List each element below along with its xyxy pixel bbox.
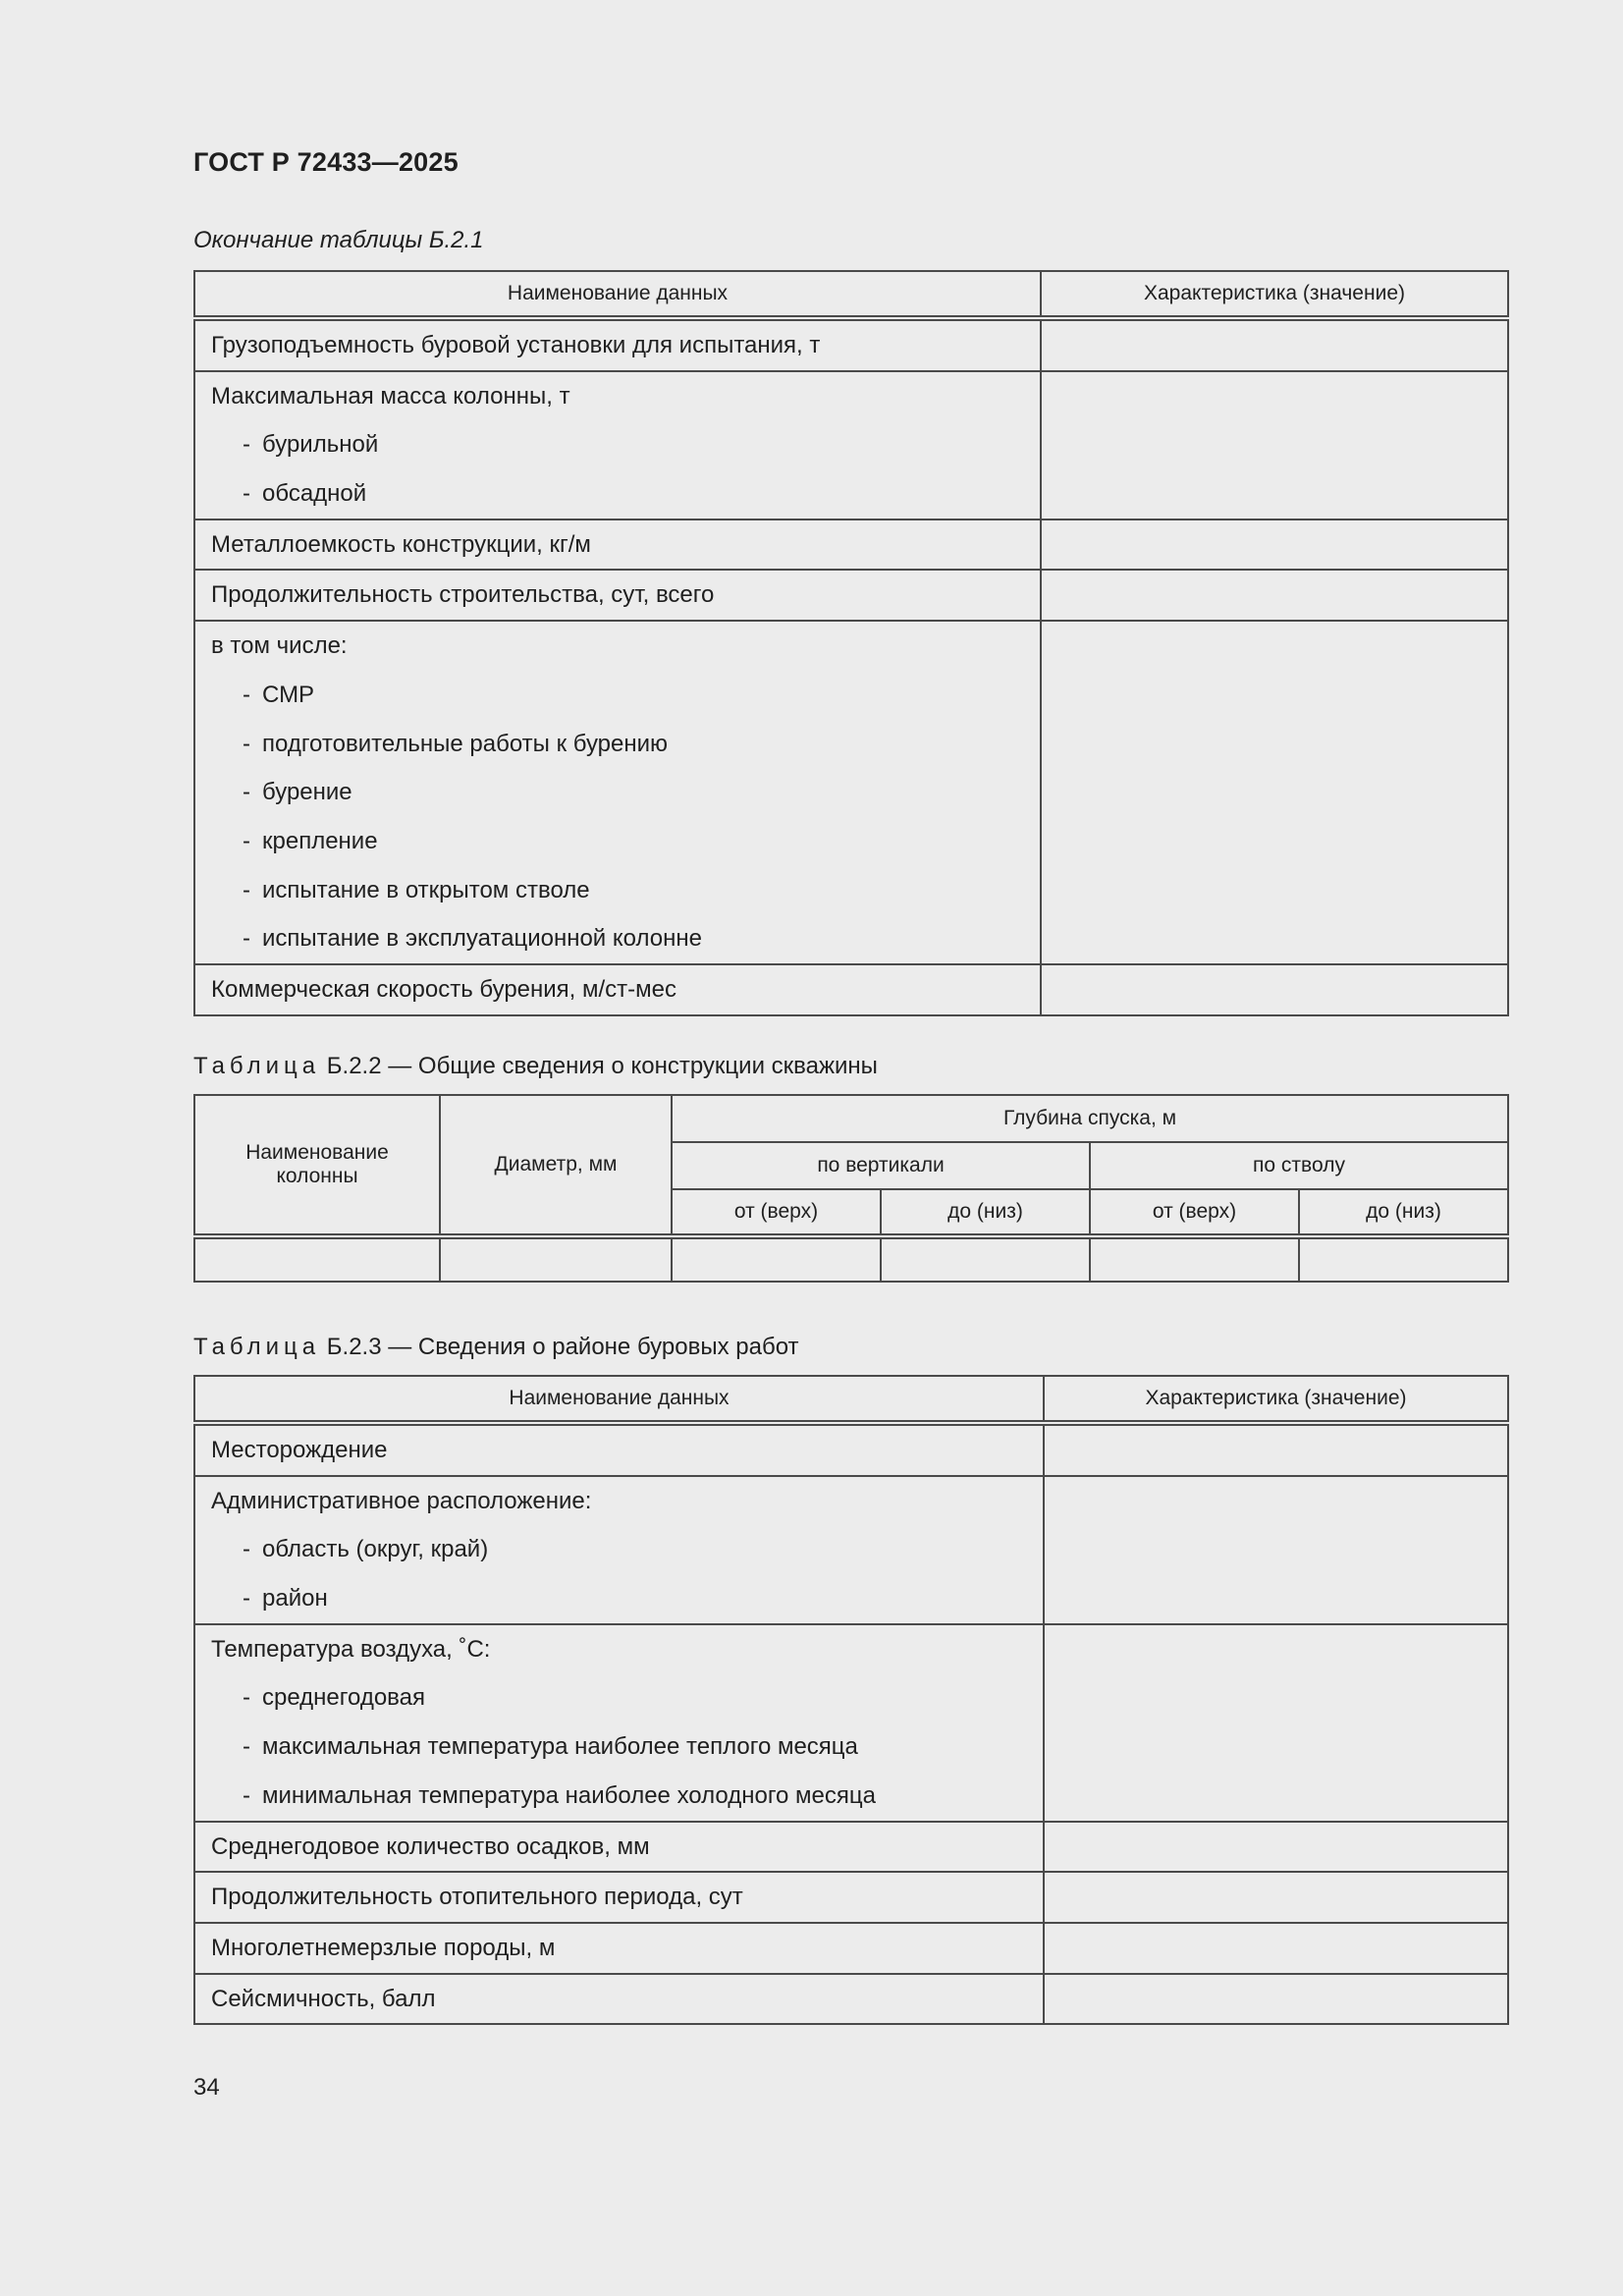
data-name-cell: [194, 621, 1041, 964]
value-cell: [1044, 1923, 1508, 1974]
row-sub-item: - район: [243, 1585, 328, 1613]
row-label: Грузоподъемность буровой установки для испытания, т: [211, 332, 821, 358]
table-row: [194, 519, 1508, 571]
column-header-trunk: по стволу: [1090, 1142, 1508, 1189]
row-sub-item-text: крепление: [262, 827, 378, 854]
table-row: [194, 318, 1508, 371]
row-label: Многолетнемерзлые породы, м: [211, 1934, 556, 1961]
value-cell: [1041, 964, 1508, 1015]
table-b23-caption-text: Б.2.3 — Сведения о районе буровых работ: [326, 1334, 799, 1360]
row-sub-item-text: бурение: [262, 779, 352, 806]
row-sub-item: - подготовительные работы к бурению: [243, 730, 669, 757]
row-sub-item: - испытание в открытом стволе: [243, 876, 590, 903]
table-b23-caption-prefix: Таблица: [193, 1334, 321, 1360]
table-cell: [1090, 1236, 1299, 1282]
data-name-cell: [194, 519, 1041, 571]
row-sub-item: - обсадной: [243, 480, 367, 508]
table-b23: [193, 1375, 1509, 2025]
column-header-column-name: Наименование колонны: [194, 1095, 440, 1236]
value-cell: [1044, 1872, 1508, 1923]
column-header-vertical: по вертикали: [672, 1142, 1090, 1189]
data-name-cell: [194, 964, 1041, 1015]
row-sub-item: - испытание в эксплуатационной колонне: [243, 925, 702, 953]
row-sub-item: - бурение: [243, 779, 352, 806]
table-b23-caption: [193, 1334, 799, 1361]
table-row: [194, 1923, 1508, 1974]
row-sub-item-text: область (округ, край): [262, 1536, 489, 1563]
data-name-cell: [194, 570, 1041, 621]
row-sub-item: - максимальная температура наиболее теплого месяца: [243, 1733, 858, 1761]
data-name-cell: [194, 1822, 1044, 1873]
row-label: Сейсмичность, балл: [211, 1985, 436, 2012]
row-label: Максимальная масса колонны, т: [211, 382, 570, 410]
page-number: 34: [193, 2074, 220, 2101]
column-header-vertical-to: до (низ): [881, 1189, 1090, 1236]
row-sub-item-text: СМР: [262, 681, 315, 708]
row-sub-item: - бурильной: [243, 431, 379, 459]
row-label: Продолжительность отопительного периода, сут: [211, 1884, 743, 1911]
value-cell: [1044, 1974, 1508, 2025]
table-row: [194, 1974, 1508, 2025]
data-name-cell: [194, 1423, 1044, 1476]
row-sub-item-text: минимальная температура наиболее холодного месяца: [262, 1781, 876, 1809]
table-b22-caption-text: Б.2.2 — Общие сведения о конструкции скважины: [326, 1053, 878, 1079]
column-header-name: Наименование данных: [194, 271, 1041, 318]
row-label: Административное расположение:: [211, 1487, 592, 1514]
document-code: ГОСТ Р 72433—2025: [193, 147, 459, 177]
data-name-cell: [194, 318, 1041, 371]
data-name-cell: [194, 1974, 1044, 2025]
table-cell: [194, 1236, 440, 1282]
row-label: Температура воздуха, ˚С:: [211, 1635, 491, 1663]
row-label: Продолжительность строительства, сут, всего: [211, 581, 715, 609]
value-cell: [1041, 570, 1508, 621]
table-b21-caption: Окончание таблицы Б.2.1: [193, 227, 484, 253]
column-header-value: Характеристика (значение): [1044, 1376, 1508, 1423]
row-sub-item-text: испытание в эксплуатационной колонне: [262, 925, 702, 953]
column-header-diameter: Диаметр, мм: [440, 1095, 672, 1236]
row-label: в том числе:: [211, 632, 348, 660]
value-cell: [1041, 519, 1508, 571]
table-row: [194, 621, 1508, 964]
table-b22: [193, 1094, 1509, 1283]
value-cell: [1044, 1822, 1508, 1873]
data-name-cell: [194, 371, 1041, 519]
table-row: [194, 1236, 1508, 1282]
value-cell: [1044, 1423, 1508, 1476]
data-name-cell: [194, 1476, 1044, 1624]
column-header-depth: Глубина спуска, м: [672, 1095, 1508, 1142]
row-sub-item: - крепление: [243, 827, 378, 854]
table-b22-caption-prefix: Таблица: [193, 1053, 321, 1079]
data-name-cell: [194, 1624, 1044, 1822]
row-sub-item-text: бурильной: [262, 431, 379, 459]
table-b23-body: [194, 1423, 1508, 2024]
column-header-vertical-from: от (верх): [672, 1189, 881, 1236]
table-row: [194, 570, 1508, 621]
row-sub-item: - область (округ, край): [243, 1536, 489, 1563]
column-header-value: Характеристика (значение): [1041, 271, 1508, 318]
row-sub-item-text: район: [262, 1585, 328, 1613]
table-cell: [1299, 1236, 1508, 1282]
value-cell: [1041, 318, 1508, 371]
row-sub-item: - минимальная температура наиболее холодного месяца: [243, 1781, 876, 1809]
table-cell: [440, 1236, 672, 1282]
value-cell: [1041, 371, 1508, 519]
row-label: Среднегодовое количество осадков, мм: [211, 1832, 650, 1860]
table-b21: [193, 270, 1509, 1016]
table-b21-body: [194, 318, 1508, 1015]
row-sub-item: - среднегодовая: [243, 1684, 425, 1712]
row-sub-item-text: испытание в открытом стволе: [262, 876, 590, 903]
value-cell: [1041, 621, 1508, 964]
value-cell: [1044, 1624, 1508, 1822]
table-b22-caption: [193, 1053, 878, 1080]
row-sub-item-text: обсадной: [262, 480, 367, 508]
data-name-cell: [194, 1923, 1044, 1974]
column-header-name: Наименование данных: [194, 1376, 1044, 1423]
data-name-cell: [194, 1872, 1044, 1923]
table-row: [194, 1476, 1508, 1624]
value-cell: [1044, 1476, 1508, 1624]
row-label: Месторождение: [211, 1437, 388, 1463]
row-sub-item-text: среднегодовая: [262, 1684, 425, 1712]
row-label: Металлоемкость конструкции, кг/м: [211, 530, 591, 558]
table-cell: [672, 1236, 881, 1282]
table-row: [194, 1624, 1508, 1822]
table-row: [194, 964, 1508, 1015]
table-row: [194, 1423, 1508, 1476]
table-cell: [881, 1236, 1090, 1282]
table-row: [194, 1822, 1508, 1873]
row-label: Коммерческая скорость бурения, м/ст-мес: [211, 975, 676, 1003]
column-header-trunk-to: до (низ): [1299, 1189, 1508, 1236]
table-row: [194, 1872, 1508, 1923]
table-row: [194, 371, 1508, 519]
row-sub-item-text: подготовительные работы к бурению: [262, 730, 669, 757]
row-sub-item: - СМР: [243, 681, 315, 708]
row-sub-item-text: максимальная температура наиболее теплого месяца: [262, 1733, 858, 1761]
column-header-trunk-from: от (верх): [1090, 1189, 1299, 1236]
